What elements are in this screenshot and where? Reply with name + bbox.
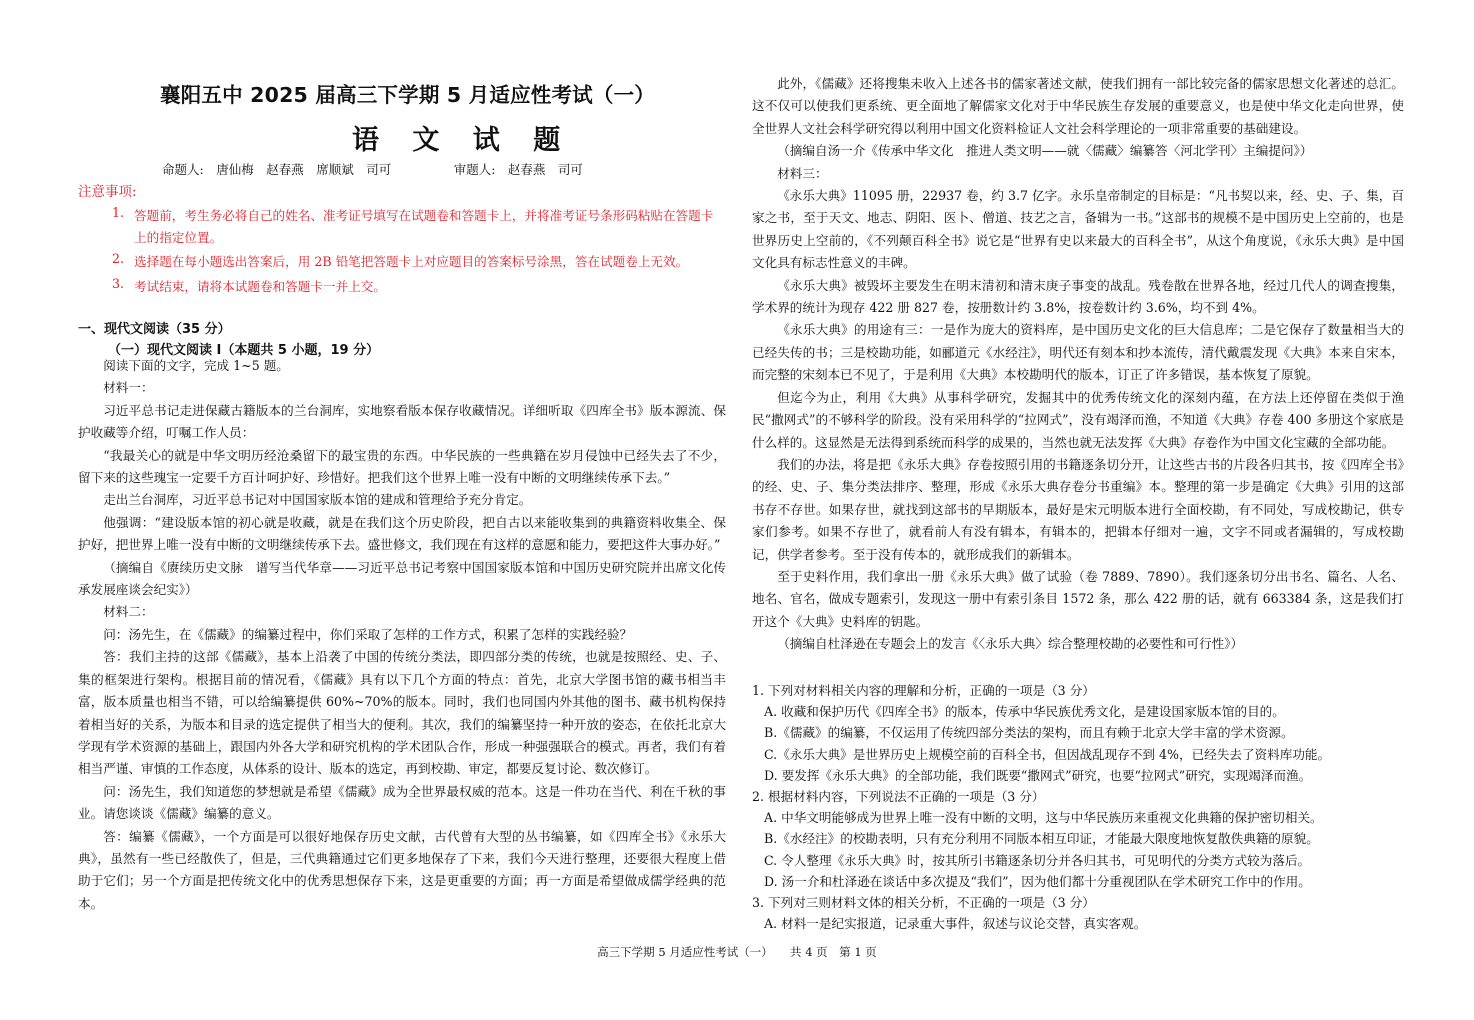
paragraph: 《永乐大典》11095 册，22937 卷，约 3.7 亿字。永乐皇帝制定的目标是：“凡书契以来，经、史、子、集，百家之书，至于天文、地志、阴阳、医卜、僧道、技艺之言，备辑为一书。”这部书的规模不是中国历史上空前的，也是世界历史上空前的，《不列颠百科全书》说它是“世界有史以来最大的百科全书”，从这个角度说，《永乐大典》是中国文化具有标志性意义的丰碑。 <box>752 188 1404 271</box>
exam-title: 襄阳五中 2025 届高三下学期 5 月适应性考试（一） <box>160 83 655 107</box>
notice-text: 选择题在每小题选出答案后，用 2B 铅笔把答题卡上对应题目的答案标号涂黑，答在试题卷上无效。 <box>134 254 689 269</box>
notice-text: 考试结束，请将本试题卷和答题卡一并上交。 <box>134 279 386 294</box>
paragraph: 《永乐大典》被毁坏主要发生在明末清初和清末庚子事变的战乱。残卷散在世界各地，经过几代人的调查搜集，学术界的统计为现存 422 册 827 卷，按册数计约 3.8%，按卷数计约 3.6%，均不到 4%。 <box>752 277 1404 316</box>
paragraph: 问：汤先生，我们知道您的梦想就是希望《儒藏》成为全世界最权威的范本。这是一件功在当代、利在千秋的事业。请您谈谈《儒藏》编纂的意义。 <box>78 783 726 822</box>
option: C. 令人整理《永乐大典》时，按其所引书籍逐条切分并各归其书，可见明代的分类方式较为落后。 <box>764 852 1311 868</box>
left-column-text <box>78 355 726 915</box>
authors-line: 命题人: 唐仙梅 赵春燕 席顺斌 司可 审题人: 赵春燕 司可 <box>162 162 583 177</box>
paragraph: 但迄今为止，利用《大典》从事科学研究，发掘其中的优秀传统文化的深刻内蕴，在方法上还停留在类似于渔民“撒网式”的不够科学的阶段。没有采用科学的“拉网式”，没有竭泽而渔，不知道《大典》存卷 400 多册这个家底是什么样的。这显然是无法得到系统而科学的成果的，当然也就无法发挥《大典》存卷作为中国文化宝藏的全部功能。 <box>752 389 1404 450</box>
question-stem: 2. 根据材料内容，下列说法不正确的一项是（3 分） <box>752 789 1045 805</box>
option: A. 材料一是纪实报道，记录重大事件，叙述与议论交替，真实客观。 <box>764 916 1147 932</box>
notice-heading: 注意事项: <box>78 184 137 200</box>
question-stem: 1. 下列对材料相关内容的理解和分析，正确的一项是（3 分） <box>752 683 1095 698</box>
paragraph: “我最关心的就是中华文明历经沧桑留下的最宝贵的东西。中华民族的一些典籍在岁月侵蚀中已经失去了不少，留下来的这些瑰宝一定要千方百计呵护好、珍惜好。把我们这个世界上唯一没有中断的文明继续传承下去。” <box>78 447 726 486</box>
material-label: 材料一： <box>103 380 154 396</box>
paragraph: 走出兰台洞库，习近平总书记对中国国家版本馆的建成和管理给予充分肯定。 <box>103 492 532 508</box>
subsection-heading: （一）现代文阅读 I（本题共 5 小题，19 分） <box>108 343 380 358</box>
question-stem: 3. 下列对三则材料文体的相关分析，不正确的一项是（3 分） <box>752 895 1095 911</box>
notice-number: 1. <box>112 205 125 220</box>
material-label: 材料二： <box>103 604 154 620</box>
paragraph: 答：编纂《儒藏》，一个方面是可以很好地保存历史文献，古代曾有大型的丛书编纂，如《四库全书》《永乐大典》，虽然有一些已经散佚了，但是，三代典籍通过它们更多地保存了下来，我们今天进行整理，还要很大程度上借助于它们；另一个方面是把传统文化中的优秀思想保存下来，这是更重要的方面；再一方面是希望做成儒学经典的范本。 <box>78 828 726 911</box>
option: B.《水经注》的校勘表明，只有充分利用不同版本相互印证，才能最大限度地恢复散佚典籍的原貌。 <box>764 831 1319 847</box>
instruction: 阅读下面的文字，完成 1~5 题。 <box>103 358 289 373</box>
paragraph: 此外，《儒藏》还将搜集未收入上述各书的儒家著述文献，使我们拥有一部比较完备的儒家思想文化著述的总汇。这不仅可以使我们更系统、更全面地了解儒家文化对于中华民族生存发展的重要意义，也是使中华文化走向世界，使全世界人文社会科学研究得以利用中国文化资料检证人文社会科学理论的一项非常重要的基础建设。 <box>752 76 1404 136</box>
option: B.《儒藏》的编纂，不仅运用了传统四部分类法的架构，而且有赖于北京大学丰富的学术资源。 <box>764 725 1294 741</box>
paragraph: 习近平总书记走进保藏古籍版本的兰台洞库，实地察看版本保存收藏情况。详细听取《四库全书》版本源流、保护收藏等介绍，叮嘱工作人员： <box>78 402 726 441</box>
paragraph: 问：汤先生，在《儒藏》的编纂过程中，你们采取了怎样的工作方式，积累了怎样的实践经验？ <box>103 626 633 642</box>
source-note: （摘编自汤一介《传承中华文化 推进人类文明——就〈儒藏〉编纂答〈河北学刊〉主编提问》） <box>777 143 1313 159</box>
notice-number: 3. <box>112 276 125 291</box>
notice-text: 答题前，考生务必将自己的姓名、准考证号填写在试题卷和答题卡上，并将准考证号条形码粘贴在答题卡上的指定位置。 <box>134 208 714 245</box>
subject-title: 语 文 试 题 <box>352 125 573 156</box>
option: A. 中华文明能够成为世界上唯一没有中断的文明，这与中华民族历来重视文化典籍的保护密切相关。 <box>764 810 1323 826</box>
paragraph: 他强调：“建设版本馆的初心就是收藏，就是在我们这个历史阶段，把自古以来能收集到的典籍资料收集全、保护好，把世界上唯一没有中断的文明继续传承下去。盛世修文，我们现在有这样的意愿和能力，要把这件大事办好。” <box>78 514 726 553</box>
paragraph: 答：我们主持的这部《儒藏》，基本上沿袭了中国的传统分类法，即四部分类的传统，也就是按照经、史、子、集的框架进行架构。根据目前的情况看，《儒藏》具有以下几个方面的特点：首先，北京大学图书馆的藏书相当丰富，版本质量也相当不错，可以给编纂提供 60%~70%的版本。同时，我们也同国内外其他的图书、藏书机构保持着相当好的关系，为版本和目录的选定提供了相当大的便利。其次，我们的编纂坚持一种开放的姿态，在依托北京大学现有学术资源的基础上，跟国内外各大学和研究机构的学术团队合作，形成一种强强联合的模式。再者，我们有着相当严谨、审慎的工作态度，从体系的设计、版本的选定，再到校勘、审定，都要反复讨论、数次修订。 <box>78 649 726 777</box>
questions <box>752 680 1412 934</box>
option: C.《永乐大典》是世界历史上规模空前的百科全书，但因战乱现存不到 4%，已经失去了资料库功能。 <box>764 746 1331 762</box>
option: A. 收藏和保护历代《四库全书》的版本，传承中华民族优秀文化，是建设国家版本馆的目的。 <box>764 704 1285 720</box>
paragraph: 我们的办法，将是把《永乐大典》存卷按照引用的书籍逐条切分开，让这些古书的片段各归其书，按《四库全书》的经、史、子、集分类法排序、整理，形成《永乐大典存卷分书重编》本。整理的第一步是确定《大典》引用的这部书存不存世。如果存世，就找到这部书的早期版本，最好是宋元明版本进行全面校勘，有不同处，写成校勘记，供专家们参考。如果不存世了，就看前人有没有辑本，有辑本的，把辑本仔细对一遍，文字不同或者漏辑的，写成校勘记，供学者参考。至于没有传本的，就形成我们的新辑本。 <box>752 456 1404 562</box>
paragraph: 《永乐大典》的用途有三：一是作为庞大的资料库，是中国历史文化的巨大信息库；二是它保存了数量相当大的已经失传的书；三是校勘功能，如郦道元《水经注》，明代还有刻本和抄本流传，清代戴震发现《大典》本来自宋本，而完整的宋刻本已不见了，于是利用《大典》本校勘明代的版本，订正了许多错误，基本恢复了原貌。 <box>752 322 1404 383</box>
source-note: （摘编自《赓续历史文脉 谱写当代华章——习近平总书记考察中国国家版本馆和中国历史研究院并出席文化传承发展座谈会纪实》） <box>78 559 726 598</box>
notice-number: 2. <box>112 251 125 266</box>
right-column-text <box>752 73 1404 656</box>
section-heading: 一、现代文阅读（35 分） <box>78 322 231 337</box>
notice-item <box>112 205 732 249</box>
option: D. 汤一介和杜泽逊在谈话中多次提及“我们”，因为他们都十分重视团队在学术研究工作中的作用。 <box>764 873 1311 889</box>
source-note: （摘编自杜泽逊在专题会上的发言《〈永乐大典〉综合整理校勘的必要性和可行性》） <box>777 636 1244 652</box>
option: D. 要发挥《永乐大典》的全部功能，我们既要“撒网式”研究，也要“拉网式”研究，实现竭泽而渔。 <box>764 767 1312 783</box>
page-footer: 高三下学期 5 月适应性考试（一） 共 4 页 第 1 页 <box>597 945 877 959</box>
material-label: 材料三： <box>777 165 828 181</box>
paragraph: 至于史料作用，我们拿出一册《永乐大典》做了试验（卷 7889、7890）。我们逐条切分出书名、篇名、人名、地名、官名，做成专题索引，发现这一册中有索引条目 1572 条，那么 422 册的话，就有 663384 条，这是我们打开这个《大典》史料库的钥匙。 <box>752 568 1404 629</box>
